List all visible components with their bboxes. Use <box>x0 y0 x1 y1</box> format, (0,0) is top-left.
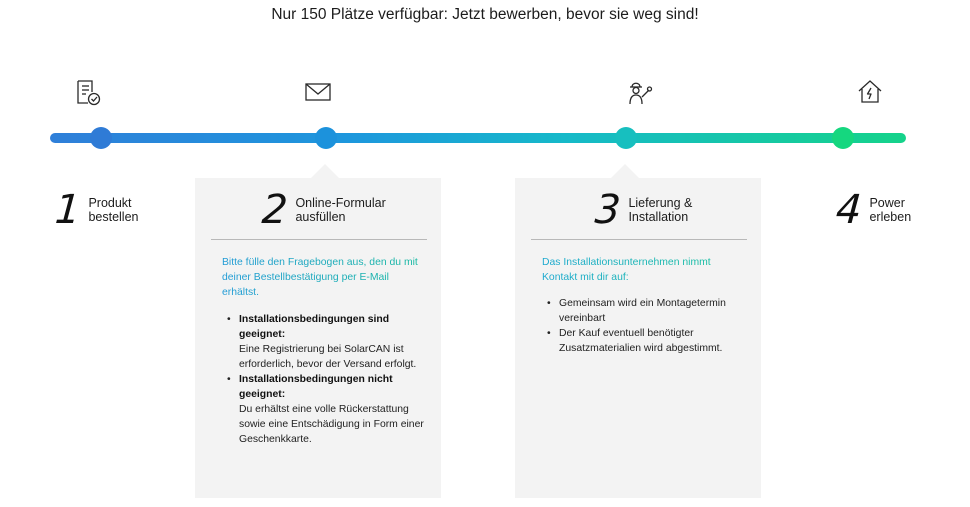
step-1-number: 1 <box>53 187 83 233</box>
step-4-title: Power erleben <box>869 196 912 224</box>
headline: Nur 150 Plätze verfügbar: Jetzt bewerben, bevor sie weg sind! <box>271 6 699 23</box>
list-item <box>542 296 747 326</box>
step-3-divider <box>531 239 747 240</box>
step-2-divider <box>211 239 427 240</box>
step-4-number: 4 <box>834 187 864 233</box>
list-item-text: Du erhältst eine volle Rückerstattung sowie eine Entschädigung in Form einer Geschenkkarte. <box>239 404 424 445</box>
list-item-heading: Installationsbedingungen sind geeignet: <box>239 314 390 340</box>
step-1-dot <box>90 127 112 149</box>
list-item-text: Gemeinsam wird ein Montagetermin vereinbart <box>559 298 726 324</box>
installer-worker-icon <box>625 78 653 106</box>
step-3-header <box>593 187 693 233</box>
list-item <box>542 326 747 356</box>
step-2-header <box>260 187 386 233</box>
step-3-title: Lieferung & Installation <box>628 196 693 224</box>
list-item-text: Der Kauf eventuell benötigter Zusatzmaterialien wird abgestimmt. <box>559 328 723 354</box>
house-power-icon <box>856 78 884 106</box>
list-item <box>222 372 427 447</box>
step-3-bullet-list <box>542 296 747 356</box>
list-item-text: Eine Registrierung bei SolarCAN ist erforderlich, bevor der Versand erfolgt. <box>239 344 417 370</box>
step-3-intro: Das Installationsunternehmen nimmt Kontakt mit dir auf: <box>542 255 742 285</box>
list-item-heading: Installationsbedingungen nicht geeignet: <box>239 374 393 400</box>
step-1-header <box>53 187 139 233</box>
step-1-title: Produkt bestellen <box>88 196 139 224</box>
step-4-dot <box>832 127 854 149</box>
envelope-icon <box>304 78 332 106</box>
step-2-number: 2 <box>260 187 290 233</box>
step-2-dot <box>315 127 337 149</box>
step-3-number: 3 <box>593 187 623 233</box>
document-check-icon <box>74 78 102 106</box>
progress-timeline <box>50 133 906 143</box>
step-4-header <box>834 187 912 233</box>
step-2-bullet-list <box>222 312 427 447</box>
step-3-dot <box>615 127 637 149</box>
list-item <box>222 312 427 372</box>
step-2-pointer <box>311 164 339 178</box>
step-3-pointer <box>611 164 639 178</box>
step-2-title: Online-Formular ausfüllen <box>295 196 386 224</box>
step-2-intro: Bitte fülle den Fragebogen aus, den du mit deiner Bestellbestätigung per E-Mail erhältst. <box>222 255 422 300</box>
